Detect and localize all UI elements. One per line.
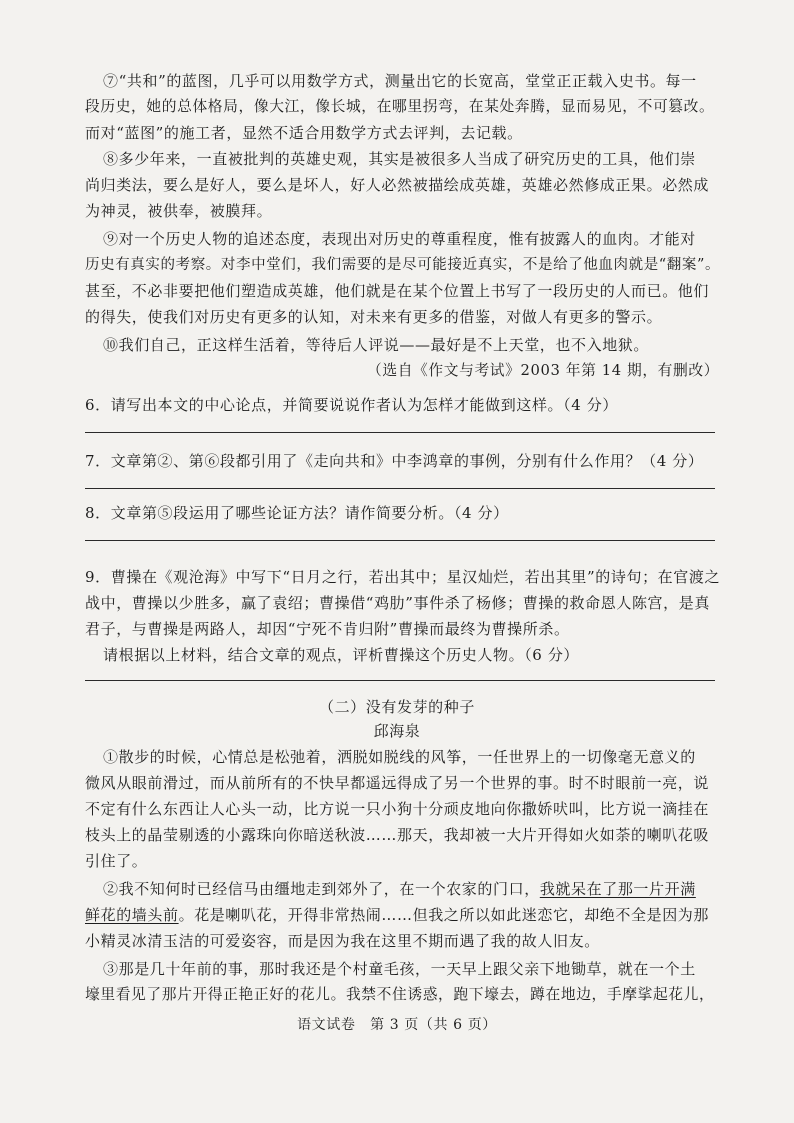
p2-paragraph-1-line-3: 不定有什么东西让人心头一动，比方说一只小狗十分顽皮地向你撒娇吠叫，比方说一滴挂在 (85, 800, 710, 818)
paragraph-8-line-3: 为神灵，被供奉，被膜拜。 (85, 202, 273, 220)
question-9-line-3: 君子，与曹操是两路人，却因“宁死不肯归附”曹操而最终为曹操所杀。 (85, 620, 570, 638)
p2-paragraph-1-line-2: 微风从眼前滑过，而从前所有的不快早都遥远得成了另一个世界的事。时不时眼前一亮，说 (85, 774, 710, 792)
question-9-line-2: 战中，曹操以少胜多，赢了袁绍；曹操借“鸡肋”事件杀了杨修；曹操的救命恩人陈宫，是真 (85, 594, 710, 612)
question-6: 6．请写出本文的中心论点，并简要说说作者认为怎样才能做到这样。（4 分） (85, 396, 618, 414)
p2-paragraph-2-text-cont: 。花是喇叭花，开得非常热闹……但我之所以如此迷恋它，却绝不全是因为那 (178, 906, 710, 924)
paragraph-7-line-3: 而对“蓝图”的施工者，显然不适合用数学方式去评判，去记载。 (85, 124, 523, 142)
underlined-phrase-part-1: 我就呆在了那一片开满 (539, 880, 696, 898)
paragraph-8-line-2: 尚归类法，要么是好人，要么是坏人，好人必然被描绘成英雄，英雄必然修成正果。必然成 (85, 176, 710, 194)
passage-2-author: 邱海泉 (373, 722, 421, 740)
p2-paragraph-2-line-2 (85, 904, 709, 926)
paragraph-7-line-2: 段历史，她的总体格局，像大江，像长城，在哪里拐弯，在某处奔腾，显而易见，不可篡改。 (85, 98, 715, 115)
answer-line-q8 (85, 540, 715, 541)
p2-paragraph-1-line-1: ①散步的时候，心情总是松弛着，洒脱如脱线的风筝，一任世界上的一切像毫无意义的 (103, 748, 696, 766)
answer-line-q9 (85, 680, 715, 681)
question-8: 8．文章第⑤段运用了哪些论证方法？请作简要分析。（4 分） (85, 504, 509, 522)
paragraph-9-line-2: 历史有真实的考察。对李中堂们，我们需要的是尽可能接近真实，不是给了他血肉就是“翻案”。 (85, 257, 721, 273)
question-9-line-1: 9．曹操在《观沧海》中写下“日月之行，若出其中；星汉灿烂，若出其里”的诗句；在官渡之 (85, 568, 721, 586)
p2-paragraph-2-line-3: 小精灵冰清玉洁的可爱姿容，而是因为我在这里不期而遇了我的故人旧友。 (85, 932, 600, 950)
question-9-line-4: 请根据以上材料，结合文章的观点，评析曹操这个历史人物。（6 分） (103, 646, 580, 664)
p2-paragraph-3-line-2: 壕里看见了那片开得正艳正好的花儿。我禁不住诱惑，跑下壕去，蹲在地边，手摩挲起花儿， (85, 986, 715, 1003)
paragraph-7-line-1: ⑦“共和”的蓝图，几乎可以用数学方式，测量出它的长宽高，堂堂正正载入史书。每一 (103, 72, 697, 90)
p2-paragraph-3-line-1: ③那是几十年前的事，那时我还是个村童毛孩，一天早上跟父亲下地锄草，就在一个土 (103, 960, 696, 978)
passage-2-title: （二）没有发芽的种子 (318, 698, 475, 716)
answer-line-q7 (85, 488, 715, 489)
paragraph-10-line-1: ⑩我们自己，正这样生活着，等待后人评说——最好是不上天堂，也不入地狱。 (103, 336, 650, 354)
paragraph-9-line-4: 的得失，使我们对历史有更多的认知，对未来有更多的借鉴，对做人有更多的警示。 (85, 308, 663, 326)
page-footer: 语文试卷 第 3 页（共 6 页） (297, 1017, 497, 1033)
p2-paragraph-1-line-4: 枝头上的晶莹剔透的小露珠向你暗送秋波……那天，我却被一大片开得如火如荼的喇叭花吸 (85, 826, 710, 844)
p2-paragraph-1-line-5: 引住了。 (85, 852, 148, 870)
p2-paragraph-2-text: ②我不知何时已经信马由缰地走到郊外了，在一个农家的门口， (103, 880, 540, 898)
p2-paragraph-2-line-1 (103, 878, 696, 900)
passage-source: （选自《作文与考试》2003 年第 14 期，有删改） (367, 362, 720, 379)
paragraph-9-line-3: 甚至，不必非要把他们塑造成英雄，他们就是在某个位置上书写了一段历史的人而已。他们 (85, 282, 710, 300)
answer-line-q6 (85, 432, 715, 433)
paragraph-9-line-1: ⑨对一个历史人物的追述态度，表现出对历史的尊重程度，惟有披露人的血肉。才能对 (103, 230, 696, 248)
paragraph-8-line-1: ⑧多少年来，一直被批判的英雄史观，其实是被很多人当成了研究历史的工具，他们崇 (103, 150, 696, 168)
question-7: 7．文章第②、第⑥段都引用了《走向共和》中李鸿章的事例，分别有什么作用？（4 分） (85, 452, 704, 470)
underlined-phrase-part-2: 鲜花的墙头前 (85, 906, 179, 924)
